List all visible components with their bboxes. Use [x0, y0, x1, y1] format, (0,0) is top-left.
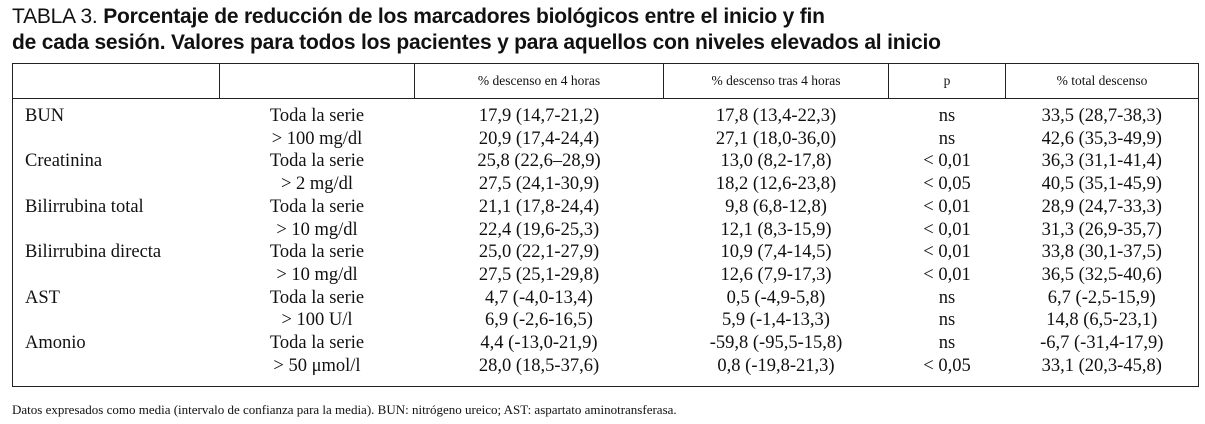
header-cell-total: % total descenso: [1006, 64, 1199, 99]
table-row: [13, 173, 1199, 196]
value-desc-4h: 20,9 (17,4-24,4): [478, 128, 600, 149]
marker-name: Creatinina: [25, 151, 103, 172]
table-row: [13, 150, 1199, 173]
value-desc-4h: 21,1 (17,8-24,4): [478, 196, 600, 217]
marker-name: [13, 264, 220, 287]
value-p: < 0,01: [923, 196, 971, 217]
value-desc-after-4h: 27,1 (18,0-36,0): [715, 128, 837, 149]
value-total: 40,5 (35,1-45,9): [1041, 174, 1162, 195]
value-total: 28,9 (24,7-33,3): [1041, 196, 1162, 217]
value-desc-4h: 25,0 (22,1-27,9): [478, 242, 600, 263]
marker-name: Amonio: [25, 333, 86, 354]
value-desc-after-4h: 12,1 (8,3-15,9): [720, 219, 832, 240]
group-label: > 2 mg/dl: [280, 174, 354, 195]
value-desc-after-4h: -59,8 (-95,5-15,8): [709, 333, 843, 354]
value-desc-after-4h: 18,2 (12,6-23,8): [715, 174, 837, 195]
value-desc-4h: 17,9 (14,7-21,2): [478, 106, 600, 126]
header-cell-group: [220, 64, 415, 99]
value-desc-4h: 27,5 (25,1-29,8): [478, 264, 600, 285]
table-row: [13, 264, 1199, 287]
group-label: > 10 mg/dl: [276, 219, 358, 240]
table-label: TABLA 3.: [12, 5, 98, 28]
marker-name: Bilirrubina total: [25, 196, 144, 217]
value-total: 33,8 (30,1-37,5): [1041, 242, 1162, 263]
marker-name: AST: [25, 287, 60, 308]
group-label: Toda la serie: [269, 287, 365, 308]
title-text-line-1: Porcentaje de reducción de los marcadores biológicos entre el inicio y fin: [103, 5, 825, 28]
value-p: ns: [938, 333, 956, 354]
value-p: ns: [938, 310, 956, 331]
title-text-line-2: de cada sesión. Valores para todos los pacientes y para aquellos con niveles elevados al inicio: [12, 31, 941, 54]
marker-name: [13, 219, 220, 242]
value-desc-after-4h: 0,5 (-4,9-5,8): [726, 287, 826, 308]
value-total: 14,8 (6,5-23,1): [1046, 310, 1158, 331]
value-total: 36,3 (31,1-41,4): [1041, 151, 1162, 172]
marker-name: [13, 173, 220, 196]
table-row: [13, 219, 1199, 242]
value-desc-4h: 28,0 (18,5-37,6): [478, 355, 600, 376]
marker-name: [13, 128, 220, 151]
group-label: Toda la serie: [269, 106, 365, 126]
marker-name: [13, 309, 220, 332]
table-row: [13, 196, 1199, 219]
header-cell-desc-after-4h: % descenso tras 4 horas: [664, 64, 889, 99]
value-desc-4h: 22,4 (19,6-25,3): [478, 219, 600, 240]
group-label: Toda la serie: [269, 196, 365, 217]
group-label: > 100 U/l: [281, 310, 353, 331]
marker-name: Bilirrubina directa: [25, 242, 162, 263]
value-p: ns: [938, 106, 956, 126]
header-row: [13, 64, 1199, 99]
group-label: Toda la serie: [269, 151, 365, 172]
value-desc-4h: 4,4 (-13,0-21,9): [480, 333, 598, 354]
table-bottom-spacer: [13, 377, 1199, 386]
value-desc-after-4h: 5,9 (-1,4-13,3): [722, 310, 830, 331]
marker-name: [13, 355, 220, 378]
group-label: > 50 μmol/l: [273, 355, 361, 376]
value-p: < 0,05: [923, 174, 971, 195]
value-total: 42,6 (35,3-49,9): [1041, 128, 1162, 149]
header-cell-marker: [13, 64, 220, 99]
header-cell-p: p: [889, 64, 1006, 99]
table-row: [13, 332, 1199, 355]
table-title: [12, 4, 1192, 56]
value-total: 33,5 (28,7-38,3): [1041, 106, 1162, 126]
table-row: [13, 99, 1199, 128]
header-cell-desc-4h: % descenso en 4 horas: [415, 64, 664, 99]
group-label: > 10 mg/dl: [276, 264, 358, 285]
value-desc-4h: 27,5 (24,1-30,9): [478, 174, 600, 195]
value-p: < 0,01: [923, 219, 971, 240]
value-total: 33,1 (20,3-45,8): [1041, 355, 1162, 376]
table-row: [13, 241, 1199, 264]
value-desc-4h: 6,9 (-2,6-16,5): [485, 310, 593, 331]
group-label: Toda la serie: [269, 242, 365, 263]
table-row: [13, 287, 1199, 310]
table-row: [13, 309, 1199, 332]
value-p: ns: [938, 287, 956, 308]
value-desc-4h: 25,8 (22,6–28,9): [477, 151, 601, 172]
data-table: [12, 63, 1199, 387]
table-footnote: Datos expresados como media (intervalo de confianza para la media). BUN: nitrógeno ureico; AST: aspartato aminotransferasa.: [12, 402, 677, 417]
table-row: [13, 355, 1199, 378]
value-p: < 0,01: [923, 151, 971, 172]
value-total: 36,5 (32,5-40,6): [1041, 264, 1162, 285]
value-total: 31,3 (26,9-35,7): [1041, 219, 1162, 240]
value-p: < 0,01: [923, 242, 971, 263]
value-desc-after-4h: 9,8 (6,8-12,8): [725, 196, 827, 217]
value-p: < 0,05: [923, 355, 971, 376]
value-desc-after-4h: 13,0 (8,2-17,8): [720, 151, 832, 172]
value-total: -6,7 (-31,4-17,9): [1040, 333, 1164, 354]
value-desc-after-4h: 12,6 (7,9-17,3): [720, 264, 832, 285]
value-desc-after-4h: 17,8 (13,4-22,3): [715, 106, 837, 126]
value-desc-after-4h: 10,9 (7,4-14,5): [720, 242, 832, 263]
value-p: < 0,01: [923, 264, 971, 285]
value-desc-4h: 4,7 (-4,0-13,4): [485, 287, 593, 308]
value-p: ns: [938, 128, 956, 149]
table-row: [13, 128, 1199, 151]
title-line-1: [12, 4, 1192, 30]
table-body: [13, 99, 1199, 387]
value-total: 6,7 (-2,5-15,9): [1047, 287, 1156, 308]
group-label: > 100 mg/dl: [271, 128, 363, 149]
value-desc-after-4h: 0,8 (-19,8-21,3): [717, 355, 835, 376]
group-label: Toda la serie: [269, 333, 365, 354]
marker-name: BUN: [25, 106, 65, 126]
